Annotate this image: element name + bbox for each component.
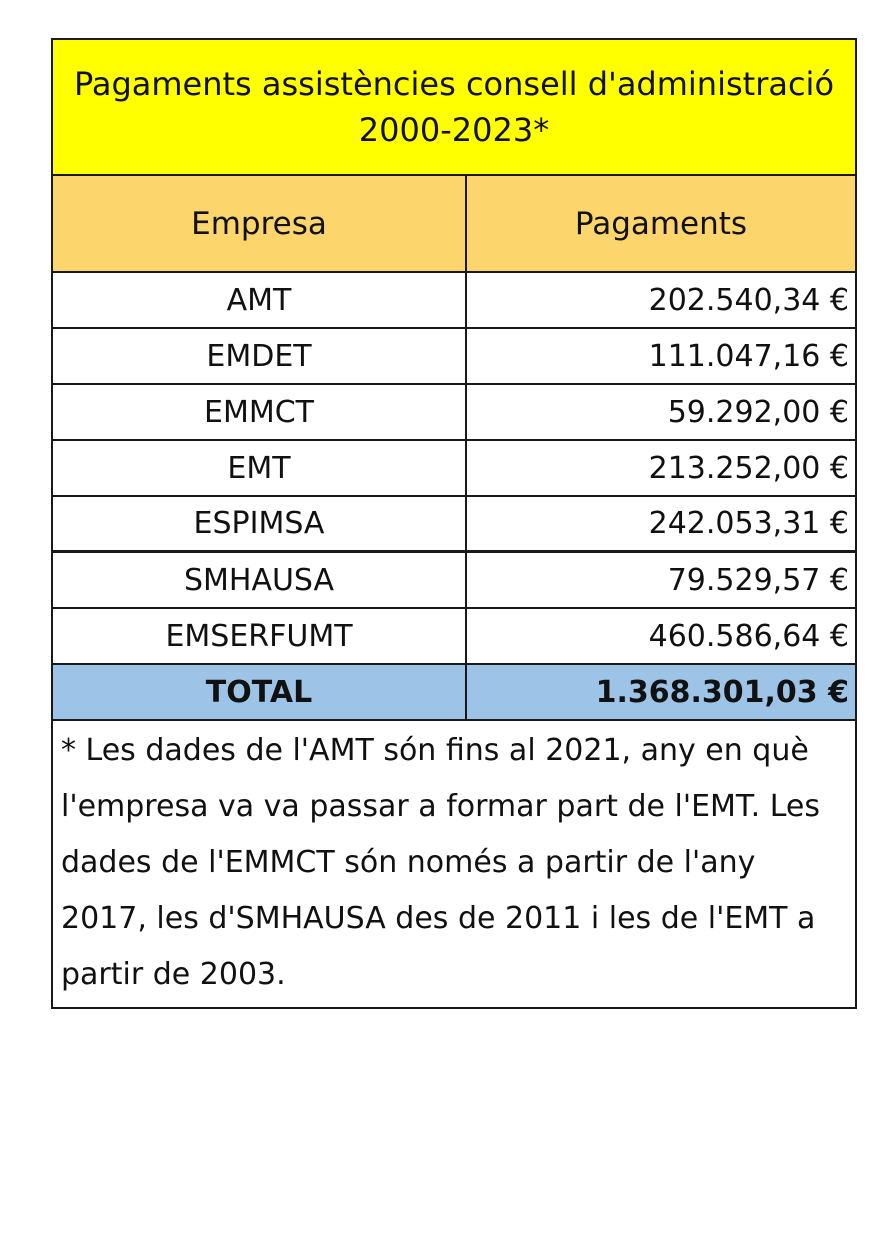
- payment-cell: 460.586,64 €: [648, 618, 849, 654]
- header-pagaments: Pagaments: [574, 205, 748, 242]
- company-cell: AMT: [53, 273, 467, 327]
- total-value: 1.368.301,03 €: [595, 674, 849, 710]
- total-label: TOTAL: [53, 665, 467, 719]
- table-row: [53, 609, 855, 665]
- payment-cell: 202.540,34 €: [648, 282, 849, 318]
- payment-cell: 79.529,57 €: [667, 562, 849, 598]
- company-cell: EMDET: [53, 329, 467, 383]
- table-row: [53, 329, 855, 385]
- table-row: [53, 273, 855, 329]
- payments-table: [51, 38, 857, 1009]
- company-cell: SMHAUSA: [53, 553, 467, 607]
- payment-cell: 111.047,16 €: [648, 338, 849, 374]
- table-row: [53, 497, 855, 553]
- table-row: [53, 553, 855, 609]
- company-cell: EMMCT: [53, 385, 467, 439]
- company-cell: ESPIMSA: [53, 497, 467, 550]
- company-cell: EMT: [53, 441, 467, 495]
- company-cell: EMSERFUMT: [53, 609, 467, 663]
- payment-cell: 242.053,31 €: [648, 506, 849, 541]
- footnote: * Les dades de l'AMT són fins al 2021, any en què l'empresa va va passar a formar part de l'EMT. Les dades de l'EMMCT són només a partir de l'any 2017, les d'SMHAUSA des de 2011 i les de l'EMT a partir de 2003.: [61, 733, 821, 992]
- payment-cell: 213.252,00 €: [648, 450, 849, 486]
- payment-cell: 59.292,00 €: [667, 394, 849, 430]
- table-row: [53, 385, 855, 441]
- table-row: [53, 441, 855, 497]
- header-empresa: Empresa: [53, 176, 467, 271]
- table-title: Pagaments assistències consell d'administració 2000-2023*: [53, 40, 855, 176]
- header-row: [53, 176, 855, 273]
- total-row: [53, 665, 855, 721]
